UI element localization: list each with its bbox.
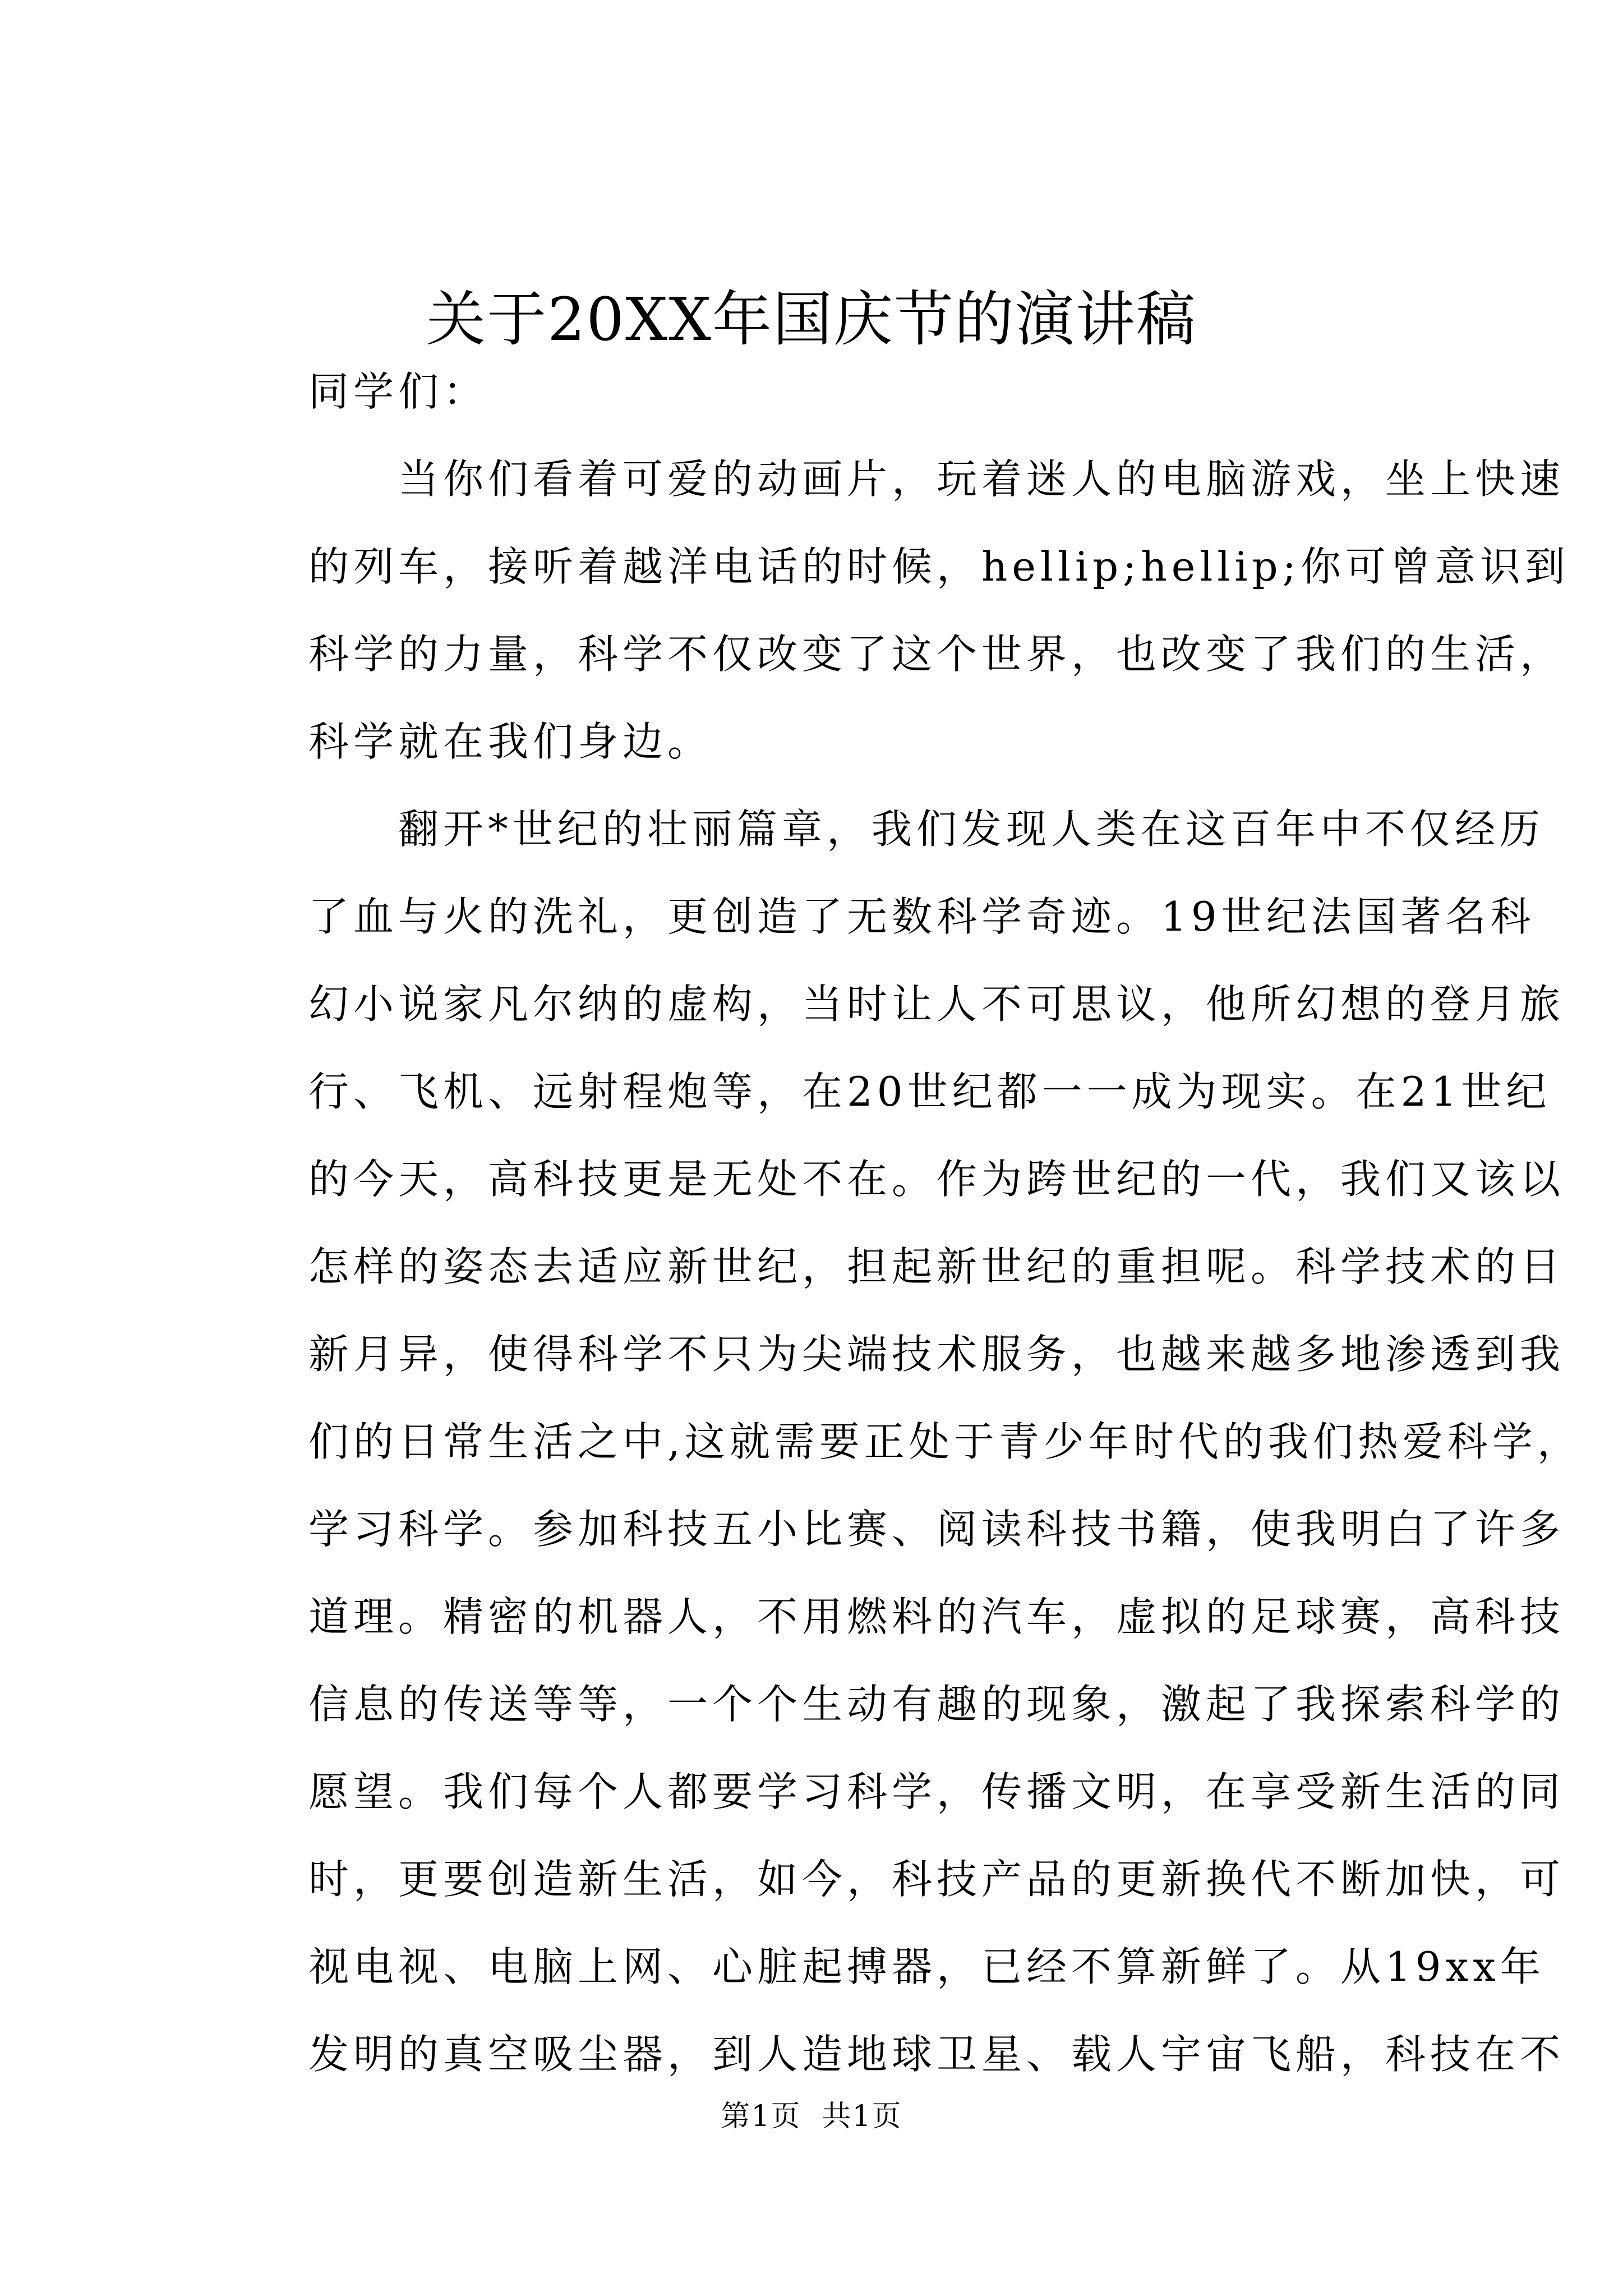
paragraph-2-line: 信息的传送等等，一个个生动有趣的现象，激起了我探索科学的 <box>308 1681 1565 1728</box>
paragraph-2-line: 幻小说家凡尔纳的虚构，当时让人不可思议，他所幻想的登月旅 <box>308 981 1565 1028</box>
page-footer: 第1页 共1页 <box>721 2100 902 2133</box>
document-body <box>219 348 1582 2098</box>
paragraph-2-line: 发明的真空吸尘器，到人造地球卫星、载人宇宙飞船，科技在不 <box>308 2031 1565 2078</box>
paragraph-2-line: 新月异，使得科学不只为尖端技术服务，也越来越多地渗透到我 <box>308 1331 1565 1378</box>
paragraph-1-line: 当你们看着可爱的动画片，玩着迷人的电脑游戏，坐上快速 <box>398 455 1565 503</box>
paragraph-1-line: 科学的力量，科学不仅改变了这个世界，也改变了我们的生活， <box>308 631 1565 678</box>
paragraph-2-line: 道理。精密的机器人，不用燃料的汽车，虚拟的足球赛，高科技 <box>308 1593 1565 1640</box>
paragraph-2 <box>219 785 1582 2098</box>
document-title: 关于20XX年国庆节的演讲稿 <box>426 285 1197 354</box>
greeting-line: 同学们： <box>308 368 488 415</box>
paragraph-2-line: 翻开*世纪的壮丽篇章，我们发现人类在这百年中不仅经历 <box>398 806 1545 853</box>
paragraph-1-line: 科学就在我们身边。 <box>308 718 713 765</box>
paragraph-2-line: 愿望。我们每个人都要学习科学，传播文明，在享受新生活的同 <box>308 1768 1565 1815</box>
paragraph-2-line: 时，更要创造新生活，如今，科技产品的更新换代不断加快，可 <box>308 1856 1565 1903</box>
paragraph-2-line: 们的日常生活之中,这就需要正处于青少年时代的我们热爱科学， <box>308 1418 1582 1465</box>
paragraph-2-line: 了血与火的洗礼，更创造了无数科学奇迹。19世纪法国著名科 <box>308 893 1536 940</box>
paragraph-1 <box>219 435 1570 785</box>
paragraph-2-line: 怎样的姿态去适应新世纪，担起新世纪的重担呢。科学技术的日 <box>308 1243 1565 1290</box>
paragraph-1-line: 的列车，接听着越洋电话的时候，hellip;hellip;你可曾意识到 <box>308 543 1570 590</box>
paragraph-2-line: 视电视、电脑上网、心脏起搏器，已经不算新鲜了。从19xx年 <box>308 1943 1545 1990</box>
paragraph-2-line: 学习科学。参加科技五小比赛、阅读科技书籍，使我明白了许多 <box>308 1506 1565 1553</box>
paragraph-2-line: 的今天，高科技更是无处不在。作为跨世纪的一代，我们又该以 <box>308 1156 1565 1203</box>
paragraph-2-line: 行、飞机、远射程炮等，在20世纪都一一成为现实。在21世纪 <box>308 1068 1551 1115</box>
